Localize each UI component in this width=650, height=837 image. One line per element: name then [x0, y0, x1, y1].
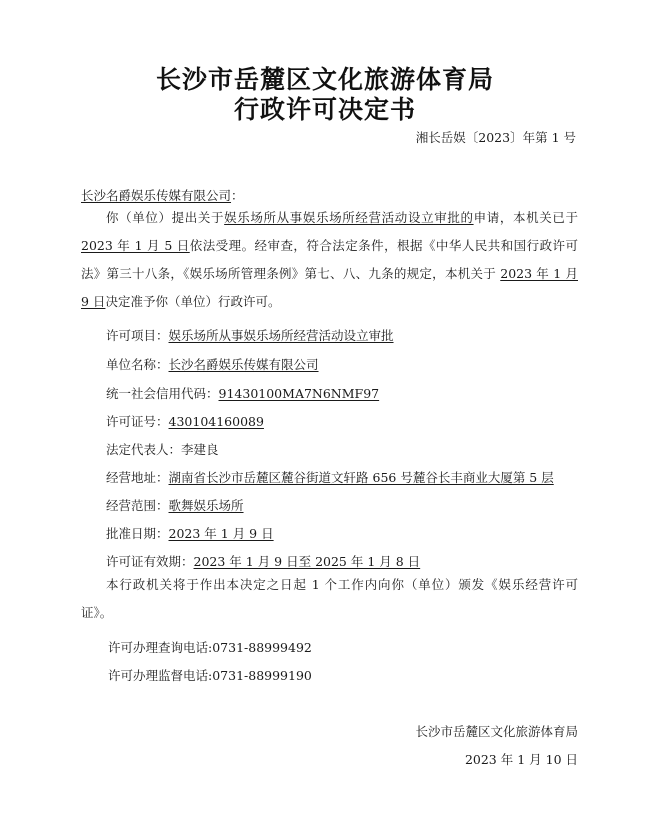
document-title-line1: 长沙市岳麓区文化旅游体育局 — [155, 65, 494, 94]
field-value: 歌舞娱乐场所 — [168, 498, 244, 513]
field-license-number — [106, 412, 264, 430]
para1-text-1: 你（单位）提出关于 — [106, 210, 225, 225]
para1-application-item: 娱乐场所从事娱乐场所经营活动设立审批的 — [224, 210, 474, 225]
field-value: 2023 年 1 月 9 日至 2025 年 1 月 8 日 — [193, 554, 421, 569]
field-value: 2023 年 1 月 9 日 — [168, 526, 274, 541]
para1-text-2: 申请，本机关已于 — [473, 210, 578, 225]
field-value: 430104160089 — [168, 414, 264, 429]
field-license-project — [106, 326, 394, 344]
addressee-line — [81, 186, 244, 204]
field-label: 统一社会信用代码： — [106, 386, 219, 401]
field-label: 法定代表人： — [106, 442, 182, 457]
signature-date: 2023 年 1 月 10 日 — [464, 752, 578, 767]
field-label: 单位名称： — [106, 357, 169, 372]
para1-decision-date: 2023 年 1 月 9 日 — [81, 266, 578, 309]
field-unit-name — [106, 355, 319, 373]
field-business-address — [106, 468, 554, 486]
field-label: 经营地址： — [106, 470, 169, 485]
signature-organization: 长沙市岳麓区文化旅游体育局 — [415, 724, 578, 739]
field-label: 批准日期： — [106, 526, 169, 541]
notice-paragraph: 本行政机关将于作出本决定之日起 1 个工作内向你（单位）颁发《娱乐经营许可证》。 — [81, 577, 578, 620]
addressee-suffix: ： — [231, 188, 244, 203]
document-number: 湘长岳娱〔2023〕年第 1 号 — [415, 130, 576, 145]
field-label: 许可项目： — [106, 328, 169, 343]
addressee-name: 长沙名爵娱乐传媒有限公司 — [81, 188, 232, 203]
para1-accept-date: 2023 年 1 月 5 日 — [81, 238, 190, 253]
field-value: 91430100MA7N6NMF97 — [218, 386, 380, 401]
field-value: 湖南省长沙市岳麓区麓谷街道文轩路 656 号麓谷长丰商业大厦第 5 层 — [168, 470, 554, 485]
supervision-phone: 许可办理监督电话:0731-88999190 — [108, 668, 312, 683]
field-legal-representative — [106, 440, 219, 458]
field-validity-period — [106, 552, 420, 570]
decision-paragraph — [81, 204, 578, 316]
field-value: 娱乐场所从事娱乐场所经营活动设立审批 — [168, 328, 394, 343]
field-value: 长沙名爵娱乐传媒有限公司 — [168, 357, 319, 372]
query-phone: 许可办理查询电话:0731-88999492 — [108, 640, 312, 655]
field-business-scope — [106, 496, 244, 514]
field-label: 经营范围： — [106, 498, 169, 513]
para1-text-4: 决定准予你（单位）行政许可。 — [105, 294, 281, 309]
field-credit-code — [106, 384, 379, 402]
para1-text-3: 依法受理。经审查，符合法定条件，根据《中华人民共和国行政许可法》第三十八条，《娱乐场所管理条例》第七、八、九条的规定，本机关于 — [81, 238, 578, 281]
document-title-line2: 行政许可决定书 — [233, 95, 416, 124]
field-label: 许可证号： — [106, 414, 169, 429]
field-label: 许可证有效期： — [106, 554, 194, 569]
field-approval-date — [106, 524, 274, 542]
field-value: 李建良 — [181, 442, 219, 457]
